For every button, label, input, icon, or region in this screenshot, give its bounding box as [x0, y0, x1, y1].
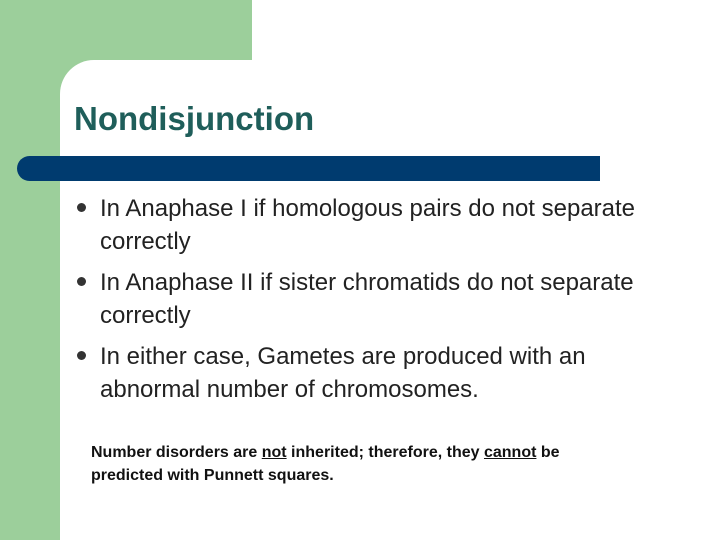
footnote-emphasis: not	[261, 444, 287, 461]
footnote-text: Number disorders are	[91, 444, 262, 461]
bullet-dot-icon	[77, 351, 86, 360]
bullet-text: In Anaphase II if sister chromatids do not separate correctly	[100, 269, 634, 329]
green-accent-bar	[0, 0, 60, 540]
footnote-emphasis: cannot	[483, 444, 537, 461]
slide-title: Nondisjunction	[74, 100, 315, 137]
title-divider-bar	[17, 156, 600, 181]
bullet-text: In either case, Gametes are produced with an abnormal number of chromosomes.	[100, 343, 586, 403]
bullet-dot-icon	[77, 203, 86, 212]
footnote-text: be predicted with Punnett squares.	[91, 444, 560, 484]
footnote-text: inherited; therefore, they	[286, 444, 484, 461]
bullet-text: In Anaphase I if homologous pairs do not separate correctly	[100, 195, 636, 255]
footnote	[91, 441, 621, 487]
bullet-dot-icon	[77, 277, 86, 286]
